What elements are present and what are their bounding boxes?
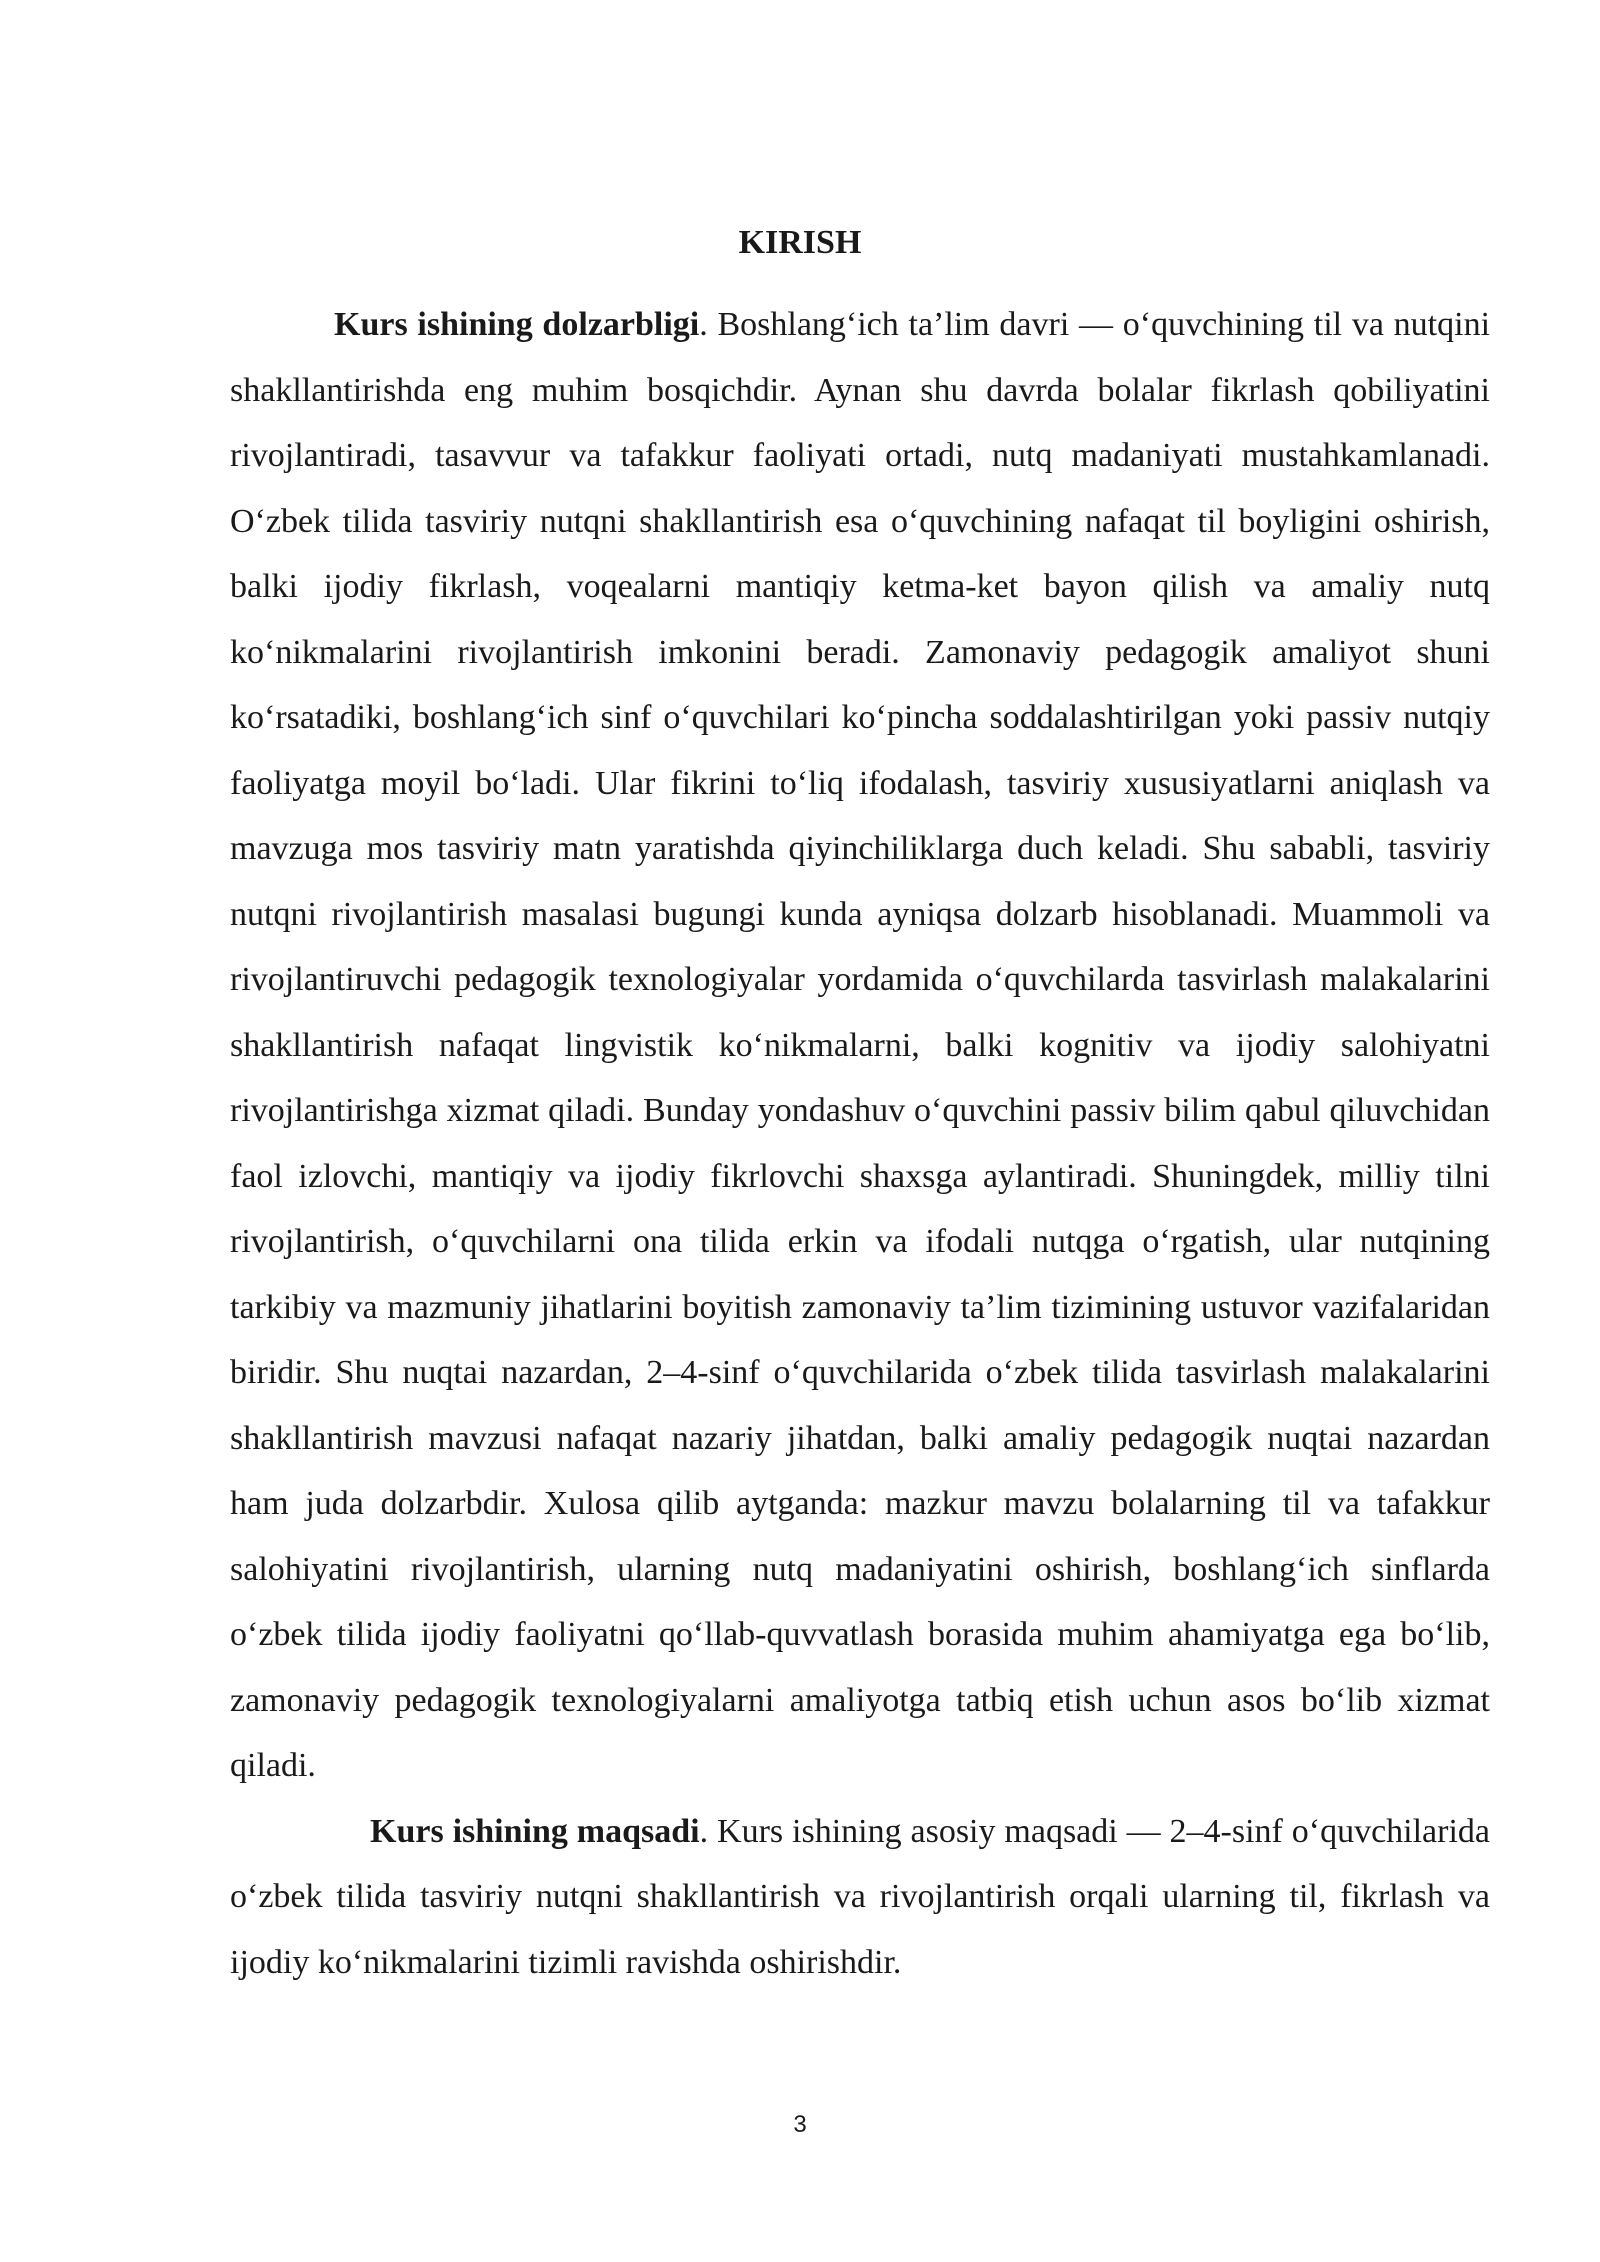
section-heading: KIRISH [738,224,862,261]
paragraph-lead-goal: Kurs ishining maqsadi [370,1812,700,1850]
paragraph-goal [230,1799,1490,1996]
paragraph-text-goal: . Kurs ishining asosiy maqsadi — 2–4-sinf o‘quvchilarida o‘zbek tilida tasviriy nutqni shakllantirish va rivojlantirish orqali ularning til, fikrlash va ijodiy ko‘nikmalarini tizimli ravishda oshirishdir. [230,1812,1491,1981]
page-number: 3 [793,2111,807,2138]
body-text [230,292,1490,1995]
paragraph-lead-relevance: Kurs ishining dolzarbligi [334,306,700,343]
paragraph-relevance [230,292,1490,1799]
paragraph-text-relevance: . Boshlang‘ich ta’lim davri — o‘quvchining til va nutqini shakllantirishda eng muhim bosqichdir. Aynan shu davrda bolalar fikrlash qobiliyatini rivojlantiradi, tasavvur va tafakkur faoliyati ortadi, nutq madaniyati mustahkamlanadi. O‘zbek tilida tasviriy nutqni shakllantirish esa o‘quvchining nafaqat til boyligini oshirish, balki ijodiy fikrlash, voqealarni mantiqiy ketma-ket bayon qilish va amaliy nutq ko‘nikmalarini rivojlantirish imkonini beradi. Zamonaviy pedagogik amaliyot shuni ko‘rsatadiki, boshlang‘ich sinf o‘quvchilari ko‘pincha soddalashtirilgan yoki passiv nutqiy faoliyatga moyil bo‘ladi. Ular fikrini to‘liq ifodalash, tasviriy xususiyatlarni aniqlash va mavzuga mos tasviriy matn yaratishda qiyinchiliklarga duch keladi. Shu sababli, tasviriy nutqni rivojlantirish masalasi bugungi kunda ayniqsa dolzarb hisoblanadi. Muammoli va rivojlantiruvchi pedagogik texnologiyalar yordamida o‘quvchilarda tasvirlash malakalarini shakllantirish nafaqat lingvistik ko‘nikmalarni, balki kognitiv va ijodiy salohiyatni rivojlantirishga xizmat qiladi. Bunday yondashuv o‘quvchini passiv bilim qabul qiluvchidan faol izlovchi, mantiqiy va ijodiy fikrlovchi shaxsga aylantiradi. Shuningdek, milliy tilni rivojlantirish, o‘quvchilarni ona tilida erkin va ifodali nutqga o‘rgatish, ular nutqining tarkibiy va mazmuniy jihatlarini boyitish zamonaviy ta’lim tizimining ustuvor vazifalaridan biridir. Shu nuqtai nazardan, 2–4-sinf o‘quvchilarida o‘zbek tilida tasvirlash malakalarini shakllantirish mavzusi nafaqat nazariy jihatdan, balki amaliy pedagogik nuqtai nazardan ham juda dolzarbdir. Xulosa qilib aytganda: mazkur mavzu bolalarning til va tafakkur salohiyatini rivojlantirish, ularning nutq madaniyatini oshirish, boshlang‘ich sinflarda o‘zbek tilida ijodiy faoliyatni qo‘llab-quvvatlash borasida muhim ahamiyatga ega bo‘lib, zamonaviy pedagogik texnologiyalarni amaliyotga tatbiq etish uchun asos bo‘lib xizmat qiladi. [230,306,1491,1784]
